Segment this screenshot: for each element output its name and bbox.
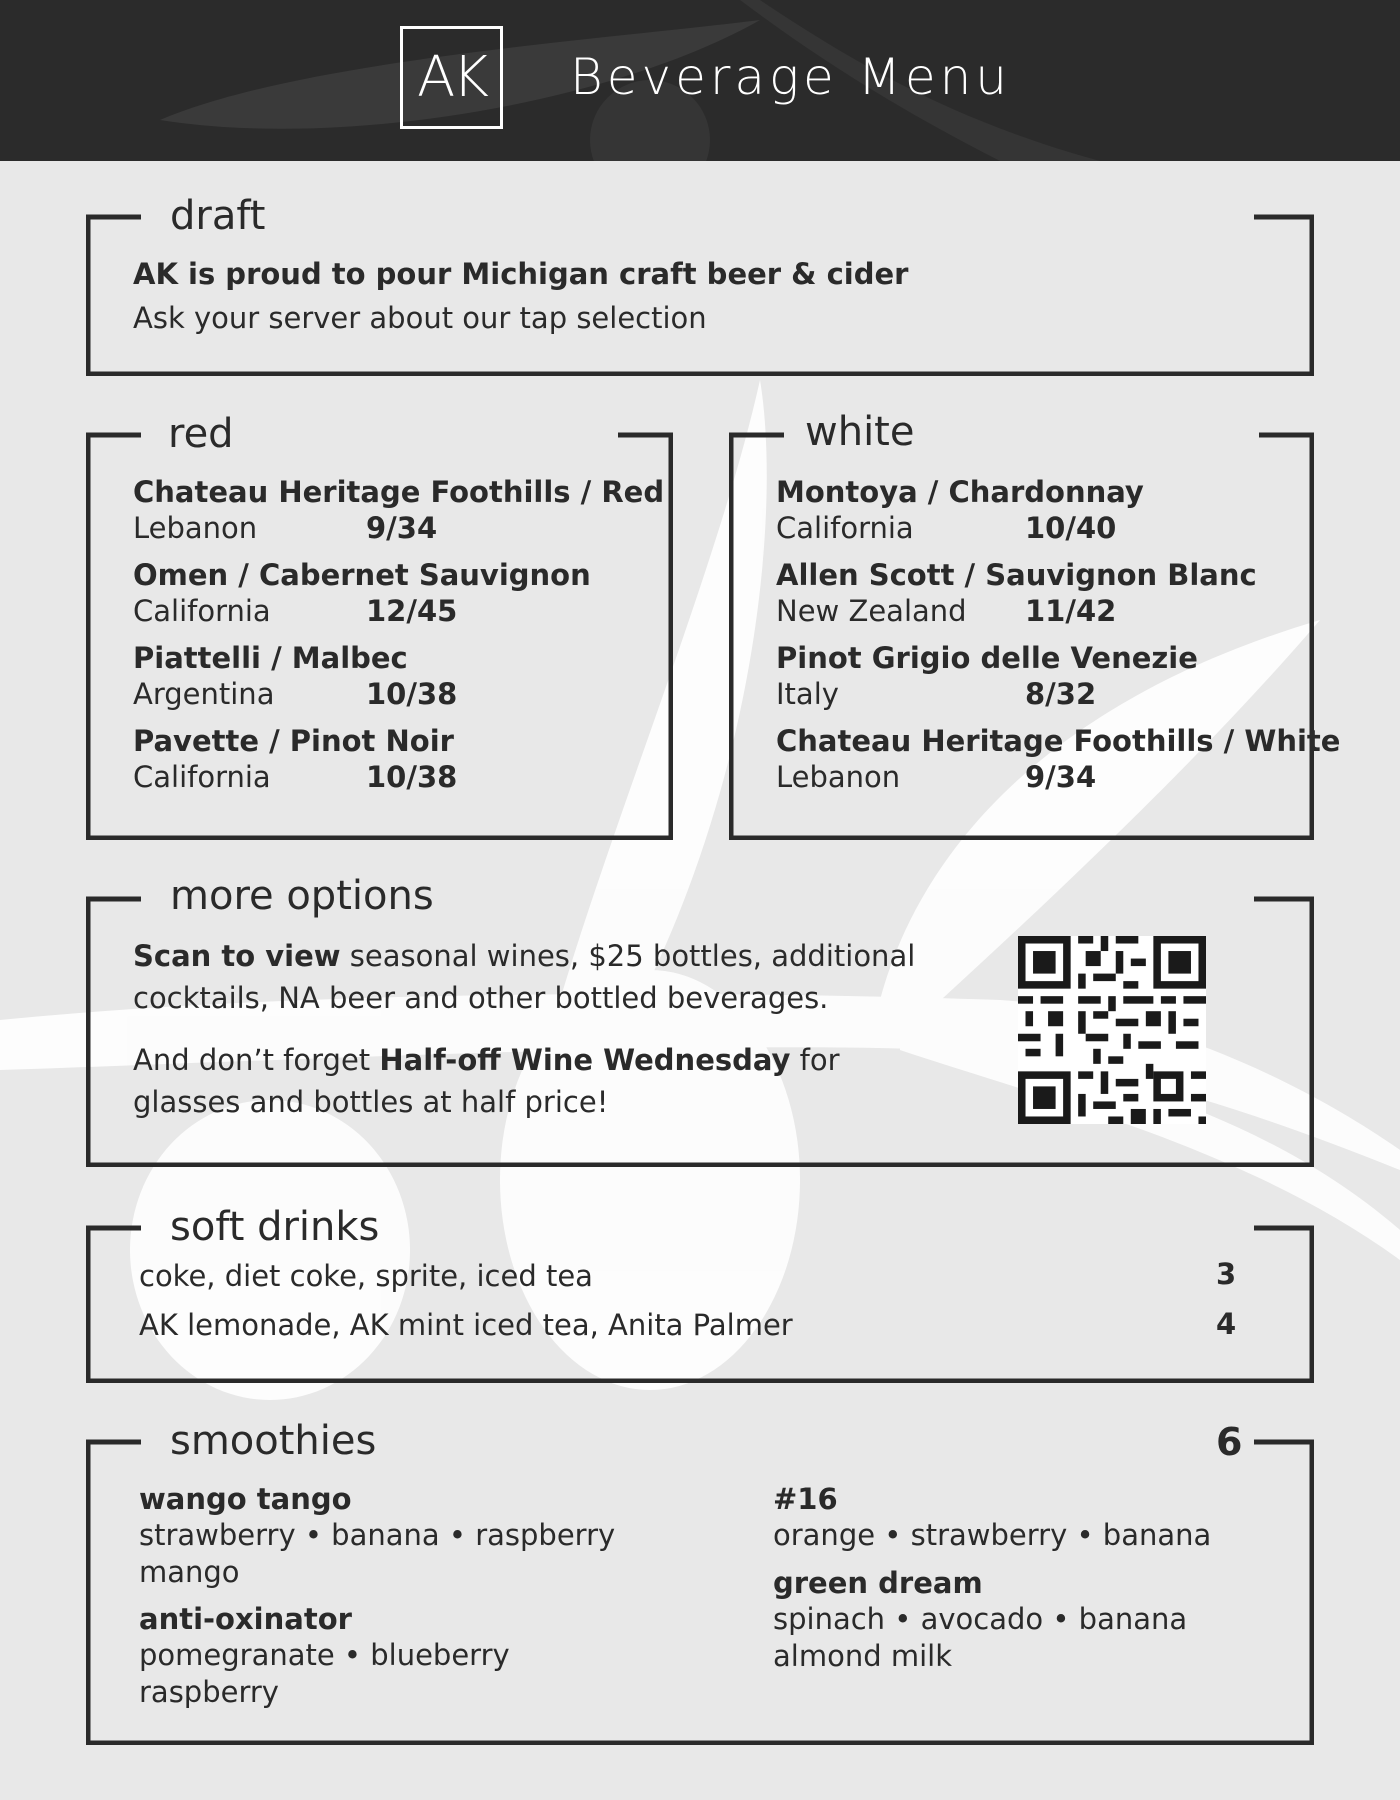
wine-name: Chateau Heritage Foothills / Red (133, 475, 665, 509)
wine-name: Pinot Grigio delle Venezie (776, 641, 1198, 675)
white-section (729, 409, 1341, 840)
white-wine-item (776, 640, 1198, 713)
page-title: Beverage Menu (570, 48, 1011, 106)
wine-price: 9/34 (366, 511, 438, 545)
red-wine-item (133, 557, 591, 630)
red-wine-item (133, 723, 458, 796)
smoothie-name: wango tango (139, 1482, 352, 1516)
more-options-text1-line2: cocktails, NA beer and other bottled beverages. (133, 981, 829, 1015)
wine-price: 12/45 (366, 594, 458, 628)
wine-name: Piattelli / Malbec (133, 641, 408, 675)
smoothie-item (773, 1565, 1187, 1674)
more-options-section (86, 873, 1314, 1167)
smoothie-ingredients-line2: mango (139, 1554, 240, 1589)
wine-origin: Lebanon (133, 511, 258, 546)
soft-drinks-price1: 3 (1216, 1257, 1237, 1291)
white-title: white (805, 409, 915, 455)
smoothie-name: #16 (773, 1482, 838, 1516)
smoothies-section (86, 1418, 1314, 1745)
smoothie-item (773, 1481, 1211, 1554)
more-options-text2-end: for (790, 1043, 840, 1077)
smoothie-ingredients: pomegranate • blueberry (139, 1638, 510, 1673)
smoothie-ingredients-line2: raspberry (139, 1674, 279, 1709)
wine-price: 11/42 (1025, 594, 1117, 628)
scan-to-view-label: Scan to view (133, 939, 341, 973)
smoothie-ingredients-line2: almond milk (773, 1638, 952, 1673)
smoothie-name: green dream (773, 1566, 983, 1600)
wine-price: 10/38 (366, 677, 458, 711)
draft-title: draft (170, 193, 266, 239)
draft-section (86, 193, 1314, 376)
more-options-text2 (133, 1042, 840, 1078)
soft-drinks-price2: 4 (1216, 1307, 1237, 1341)
logo: AK (400, 26, 503, 129)
more-options-text1-rest: seasonal wines, $25 bottles, additional (340, 939, 916, 973)
wine-price: 10/40 (1025, 511, 1117, 545)
wine-price: 9/34 (1025, 760, 1097, 794)
wine-origin: Argentina (133, 677, 275, 712)
white-wine-item (776, 723, 1340, 796)
red-wine-item (133, 474, 664, 547)
red-wine-item (133, 640, 458, 713)
more-options-text2-line2: glasses and bottles at half price! (133, 1085, 609, 1119)
soft-drinks-section (86, 1204, 1314, 1383)
qr-code-icon[interactable] (1018, 936, 1206, 1124)
half-off-wine-wednesday: Half-off Wine Wednesday (379, 1043, 791, 1077)
smoothie-item (139, 1481, 615, 1590)
white-wine-item (776, 557, 1257, 630)
wine-name: Chateau Heritage Foothills / White (776, 724, 1341, 758)
wine-name: Allen Scott / Sauvignon Blanc (776, 558, 1257, 592)
white-wine-item (776, 474, 1144, 547)
soft-drinks-title: soft drinks (170, 1204, 380, 1250)
wine-name: Montoya / Chardonnay (776, 475, 1144, 509)
wine-origin: California (133, 760, 271, 795)
smoothie-ingredients: orange • strawberry • banana (773, 1518, 1212, 1553)
wine-name: Omen / Cabernet Sauvignon (133, 558, 591, 592)
wine-origin: California (133, 594, 271, 629)
more-options-text1 (133, 938, 915, 974)
wine-origin: Italy (776, 677, 839, 712)
wine-price: 8/32 (1025, 677, 1097, 711)
wine-name: Pavette / Pinot Noir (133, 724, 454, 758)
wine-origin: New Zealand (776, 594, 967, 629)
smoothies-price: 6 (1216, 1420, 1243, 1464)
more-options-title: more options (170, 873, 434, 919)
draft-line2: Ask your server about our tap selection (133, 301, 707, 335)
wine-origin: California (776, 511, 914, 546)
smoothie-ingredients: spinach • avocado • banana (773, 1602, 1188, 1637)
smoothie-item (139, 1601, 510, 1710)
more-options-text2-start: And don’t forget (133, 1043, 380, 1077)
draft-line1: AK is proud to pour Michigan craft beer & cider (133, 257, 909, 291)
wine-price: 10/38 (366, 760, 458, 794)
smoothies-title: smoothies (170, 1418, 377, 1464)
page-header (0, 0, 1400, 161)
soft-drinks-row2: AK lemonade, AK mint iced tea, Anita Palmer (139, 1308, 793, 1342)
smoothie-ingredients: strawberry • banana • raspberry (139, 1518, 616, 1553)
red-title: red (168, 411, 234, 457)
smoothie-name: anti-oxinator (139, 1602, 352, 1636)
soft-drinks-row1: coke, diet coke, sprite, iced tea (139, 1259, 593, 1293)
wine-origin: Lebanon (776, 760, 901, 795)
red-section (86, 411, 673, 840)
